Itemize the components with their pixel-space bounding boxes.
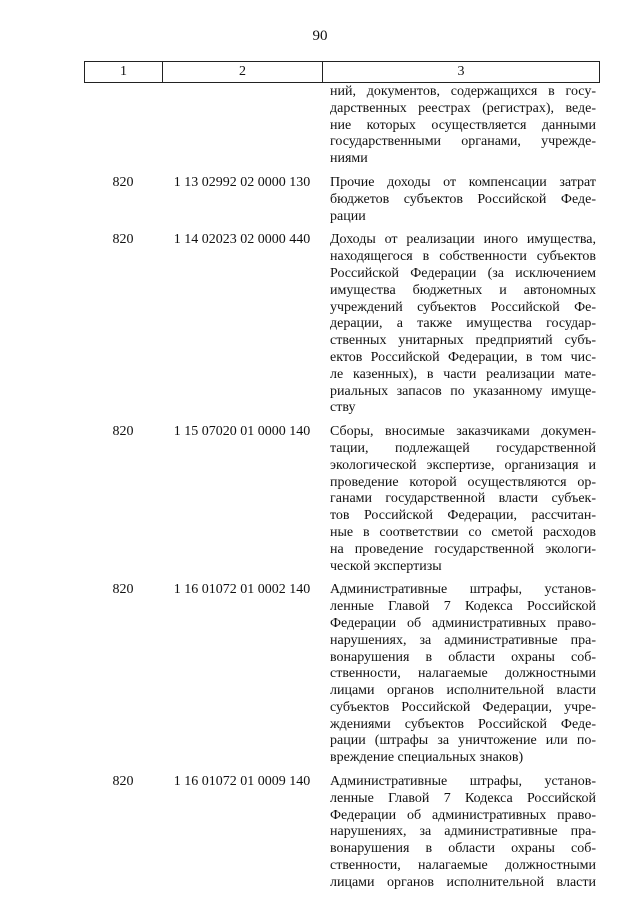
revenue-description — [330, 582, 596, 767]
admin-code: 820 — [112, 232, 134, 248]
description-line: государственными органами, учрежде- — [330, 134, 596, 150]
table-row-continuation — [84, 84, 599, 168]
description-line: находящегося в собственности субъектов — [330, 249, 596, 265]
description-line: учреждений субъектов Российской Фе- — [330, 299, 596, 315]
header-col-2: 2 — [163, 62, 323, 83]
description-line: дарственных реестрах (регистрах), веде- — [330, 100, 596, 116]
budget-code: 1 13 02992 02 0000 130 — [173, 174, 311, 190]
description-line: проведение которой осуществляются ор- — [330, 474, 596, 490]
description-line: лицами органов исполнительной власти — [330, 683, 596, 699]
budget-code: 1 16 01072 01 0009 140 — [173, 774, 311, 790]
description-line: ленные Главой 7 Кодекса Российской — [330, 790, 596, 806]
description-line: Российской Федерации (за исключением — [330, 265, 596, 281]
table-body — [84, 84, 599, 899]
revenue-description — [330, 774, 596, 892]
description-line: Доходы от реализации иного имущества, — [330, 232, 596, 248]
revenue-description — [330, 84, 596, 168]
table-row — [84, 424, 599, 575]
table-row — [84, 232, 599, 417]
header-col-1: 1 — [85, 62, 163, 83]
description-line: имущества бюджетных и автономных — [330, 282, 596, 298]
description-line: ству — [330, 400, 356, 416]
description-line: ческой экспертизы — [330, 558, 442, 574]
description-line: ственности, налагаемые должностными — [330, 858, 596, 874]
description-line: ганами государственной власти субъек- — [330, 491, 596, 507]
description-line: бюджетов субъектов Российской Феде- — [330, 191, 596, 207]
description-line: на проведение государственной экологи- — [330, 541, 596, 557]
description-line: ственности, налагаемые должностными — [330, 666, 596, 682]
admin-code: 820 — [112, 424, 134, 440]
table-header — [84, 61, 600, 83]
budget-code: 1 15 07020 01 0000 140 — [173, 424, 311, 440]
description-line: рации (штрафы за уничтожение или по- — [330, 733, 596, 749]
description-line: Административные штрафы, установ- — [330, 582, 596, 598]
description-line: Сборы, вносимые заказчиками докумен- — [330, 424, 596, 440]
table-row — [84, 175, 599, 225]
description-line: ектов Российской Федерации, в том чис- — [330, 349, 596, 365]
description-line: риальных запасов по указанному имуще- — [330, 383, 596, 399]
description-line: вонарушения в области охраны соб- — [330, 841, 596, 857]
description-line: нарушениях, за административные пра- — [330, 632, 596, 648]
description-line: ленные Главой 7 Кодекса Российской — [330, 599, 596, 615]
description-line: ние которых осуществляется данными — [330, 117, 596, 133]
description-line: лицами органов исполнительной власти — [330, 874, 596, 890]
revenue-description — [330, 232, 596, 417]
description-line: тации, подлежащей государственной — [330, 440, 596, 456]
description-line: тов Российской Федерации, рассчитан- — [330, 508, 596, 524]
description-line: ле казенных), в части реализации мате- — [330, 366, 596, 382]
description-line: дерации, а также имущества государ- — [330, 316, 596, 332]
admin-code: 820 — [112, 774, 134, 790]
description-line: Административные штрафы, установ- — [330, 774, 596, 790]
page-number: 90 — [312, 28, 328, 44]
description-line: экологической экспертизе, организация и — [330, 457, 596, 473]
description-line: Прочие доходы от компенсации затрат — [330, 174, 596, 190]
table-row — [84, 774, 599, 892]
description-line: рации — [330, 208, 366, 224]
description-line: нарушениях, за административные пра- — [330, 824, 596, 840]
admin-code: 820 — [112, 174, 134, 190]
header-row — [85, 62, 600, 83]
table-row — [84, 582, 599, 767]
description-line: ниями — [330, 151, 368, 167]
revenue-description — [330, 424, 596, 575]
description-line: ственных унитарных предприятий субъ- — [330, 333, 596, 349]
description-line: субъектов Российской Федерации, учре- — [330, 699, 596, 715]
description-line: ные в соответствии со сметой расходов — [330, 524, 596, 540]
budget-code: 1 14 02023 02 0000 440 — [173, 232, 311, 248]
description-line: вреждение специальных знаков) — [330, 750, 524, 766]
description-line: ждениями субъектов Российской Феде- — [330, 716, 596, 732]
description-line: Федерации об административных право- — [330, 615, 596, 631]
admin-code: 820 — [112, 582, 134, 598]
description-line: ний, документов, содержащихся в госу- — [330, 84, 596, 99]
description-line: вонарушения в области охраны соб- — [330, 649, 596, 665]
description-line: Федерации об административных право- — [330, 807, 596, 823]
header-col-3: 3 — [323, 62, 600, 83]
revenue-description — [330, 175, 596, 225]
budget-code: 1 16 01072 01 0002 140 — [173, 582, 311, 598]
